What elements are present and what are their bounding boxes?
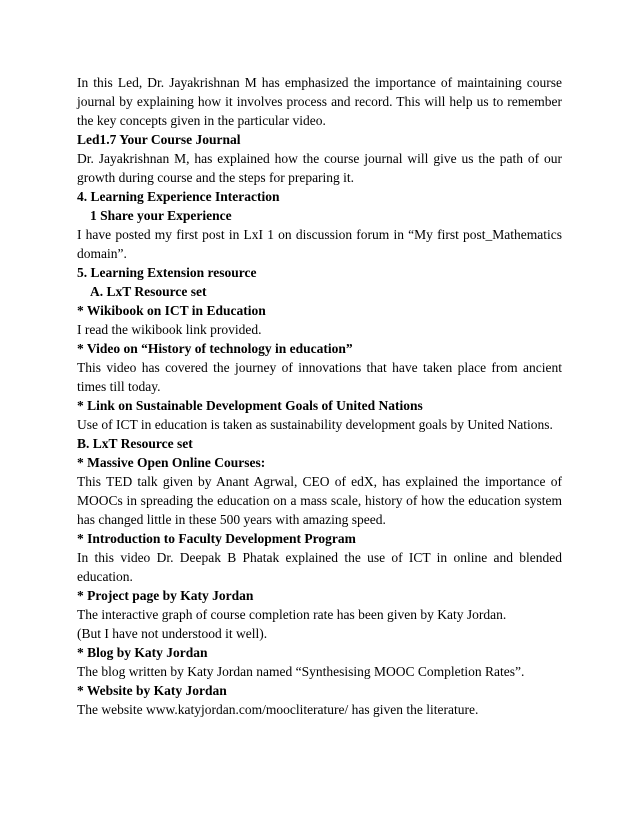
item-heading-faculty-program: * Introduction to Faculty Development Program [77, 531, 356, 546]
course-journal-paragraph: Dr. Jayakrishnan M, has explained how the course journal will give us the path of our growth during course and the steps for preparing it. [77, 151, 562, 185]
history-video-paragraph: This video has covered the journey of innovations that have taken place from ancient times till today. [77, 360, 562, 394]
item-heading-history-video: * Video on “History of technology in education” [77, 341, 353, 356]
subheading-resource-set-b: B. LxT Resource set [77, 436, 193, 451]
section-heading-course-journal: Led1.7 Your Course Journal [77, 132, 241, 147]
share-experience-paragraph: I have posted my first post in LxI 1 on discussion forum in “My first post_Mathematics domain”. [77, 227, 562, 261]
project-page-paragraph: The interactive graph of course completion rate has been given by Katy Jordan. [77, 607, 507, 622]
item-heading-wikibook: * Wikibook on ICT in Education [77, 303, 266, 318]
item-heading-sdg-link: * Link on Sustainable Development Goals of United Nations [77, 398, 423, 413]
mooc-paragraph: This TED talk given by Anant Agrwal, CEO of edX, has explained the importance of MOOCs in spreading the education on a mass scale, history of how the education system has changed little in these 500 years with amazing speed. [77, 474, 562, 527]
item-heading-website: * Website by Katy Jordan [77, 683, 227, 698]
intro-paragraph: In this Led, Dr. Jayakrishnan M has emphasized the importance of maintaining course journal by explaining how it involves process and record. This will help us to remember the key concepts given in the particular video. [77, 75, 562, 128]
website-paragraph: The website www.katyjordan.com/moocliterature/ has given the literature. [77, 702, 479, 717]
sdg-paragraph: Use of ICT in education is taken as sustainability development goals by United Nations. [77, 417, 553, 432]
blog-paragraph: The blog written by Katy Jordan named “Synthesising MOOC Completion Rates”. [77, 664, 525, 679]
faculty-program-paragraph: In this video Dr. Deepak B Phatak explained the use of ICT in online and blended education. [77, 550, 562, 584]
subheading-share-experience: 1 Share your Experience [90, 208, 232, 223]
document-body [77, 73, 562, 719]
section-heading-learning-extension: 5. Learning Extension resource [77, 265, 257, 280]
subheading-resource-set-a: A. LxT Resource set [90, 284, 207, 299]
item-heading-mooc: * Massive Open Online Courses: [77, 455, 266, 470]
item-heading-blog: * Blog by Katy Jordan [77, 645, 208, 660]
wikibook-paragraph: I read the wikibook link provided. [77, 322, 262, 337]
project-page-note: (But I have not understood it well). [77, 626, 268, 641]
item-heading-project-page: * Project page by Katy Jordan [77, 588, 254, 603]
section-heading-learning-experience: 4. Learning Experience Interaction [77, 189, 280, 204]
